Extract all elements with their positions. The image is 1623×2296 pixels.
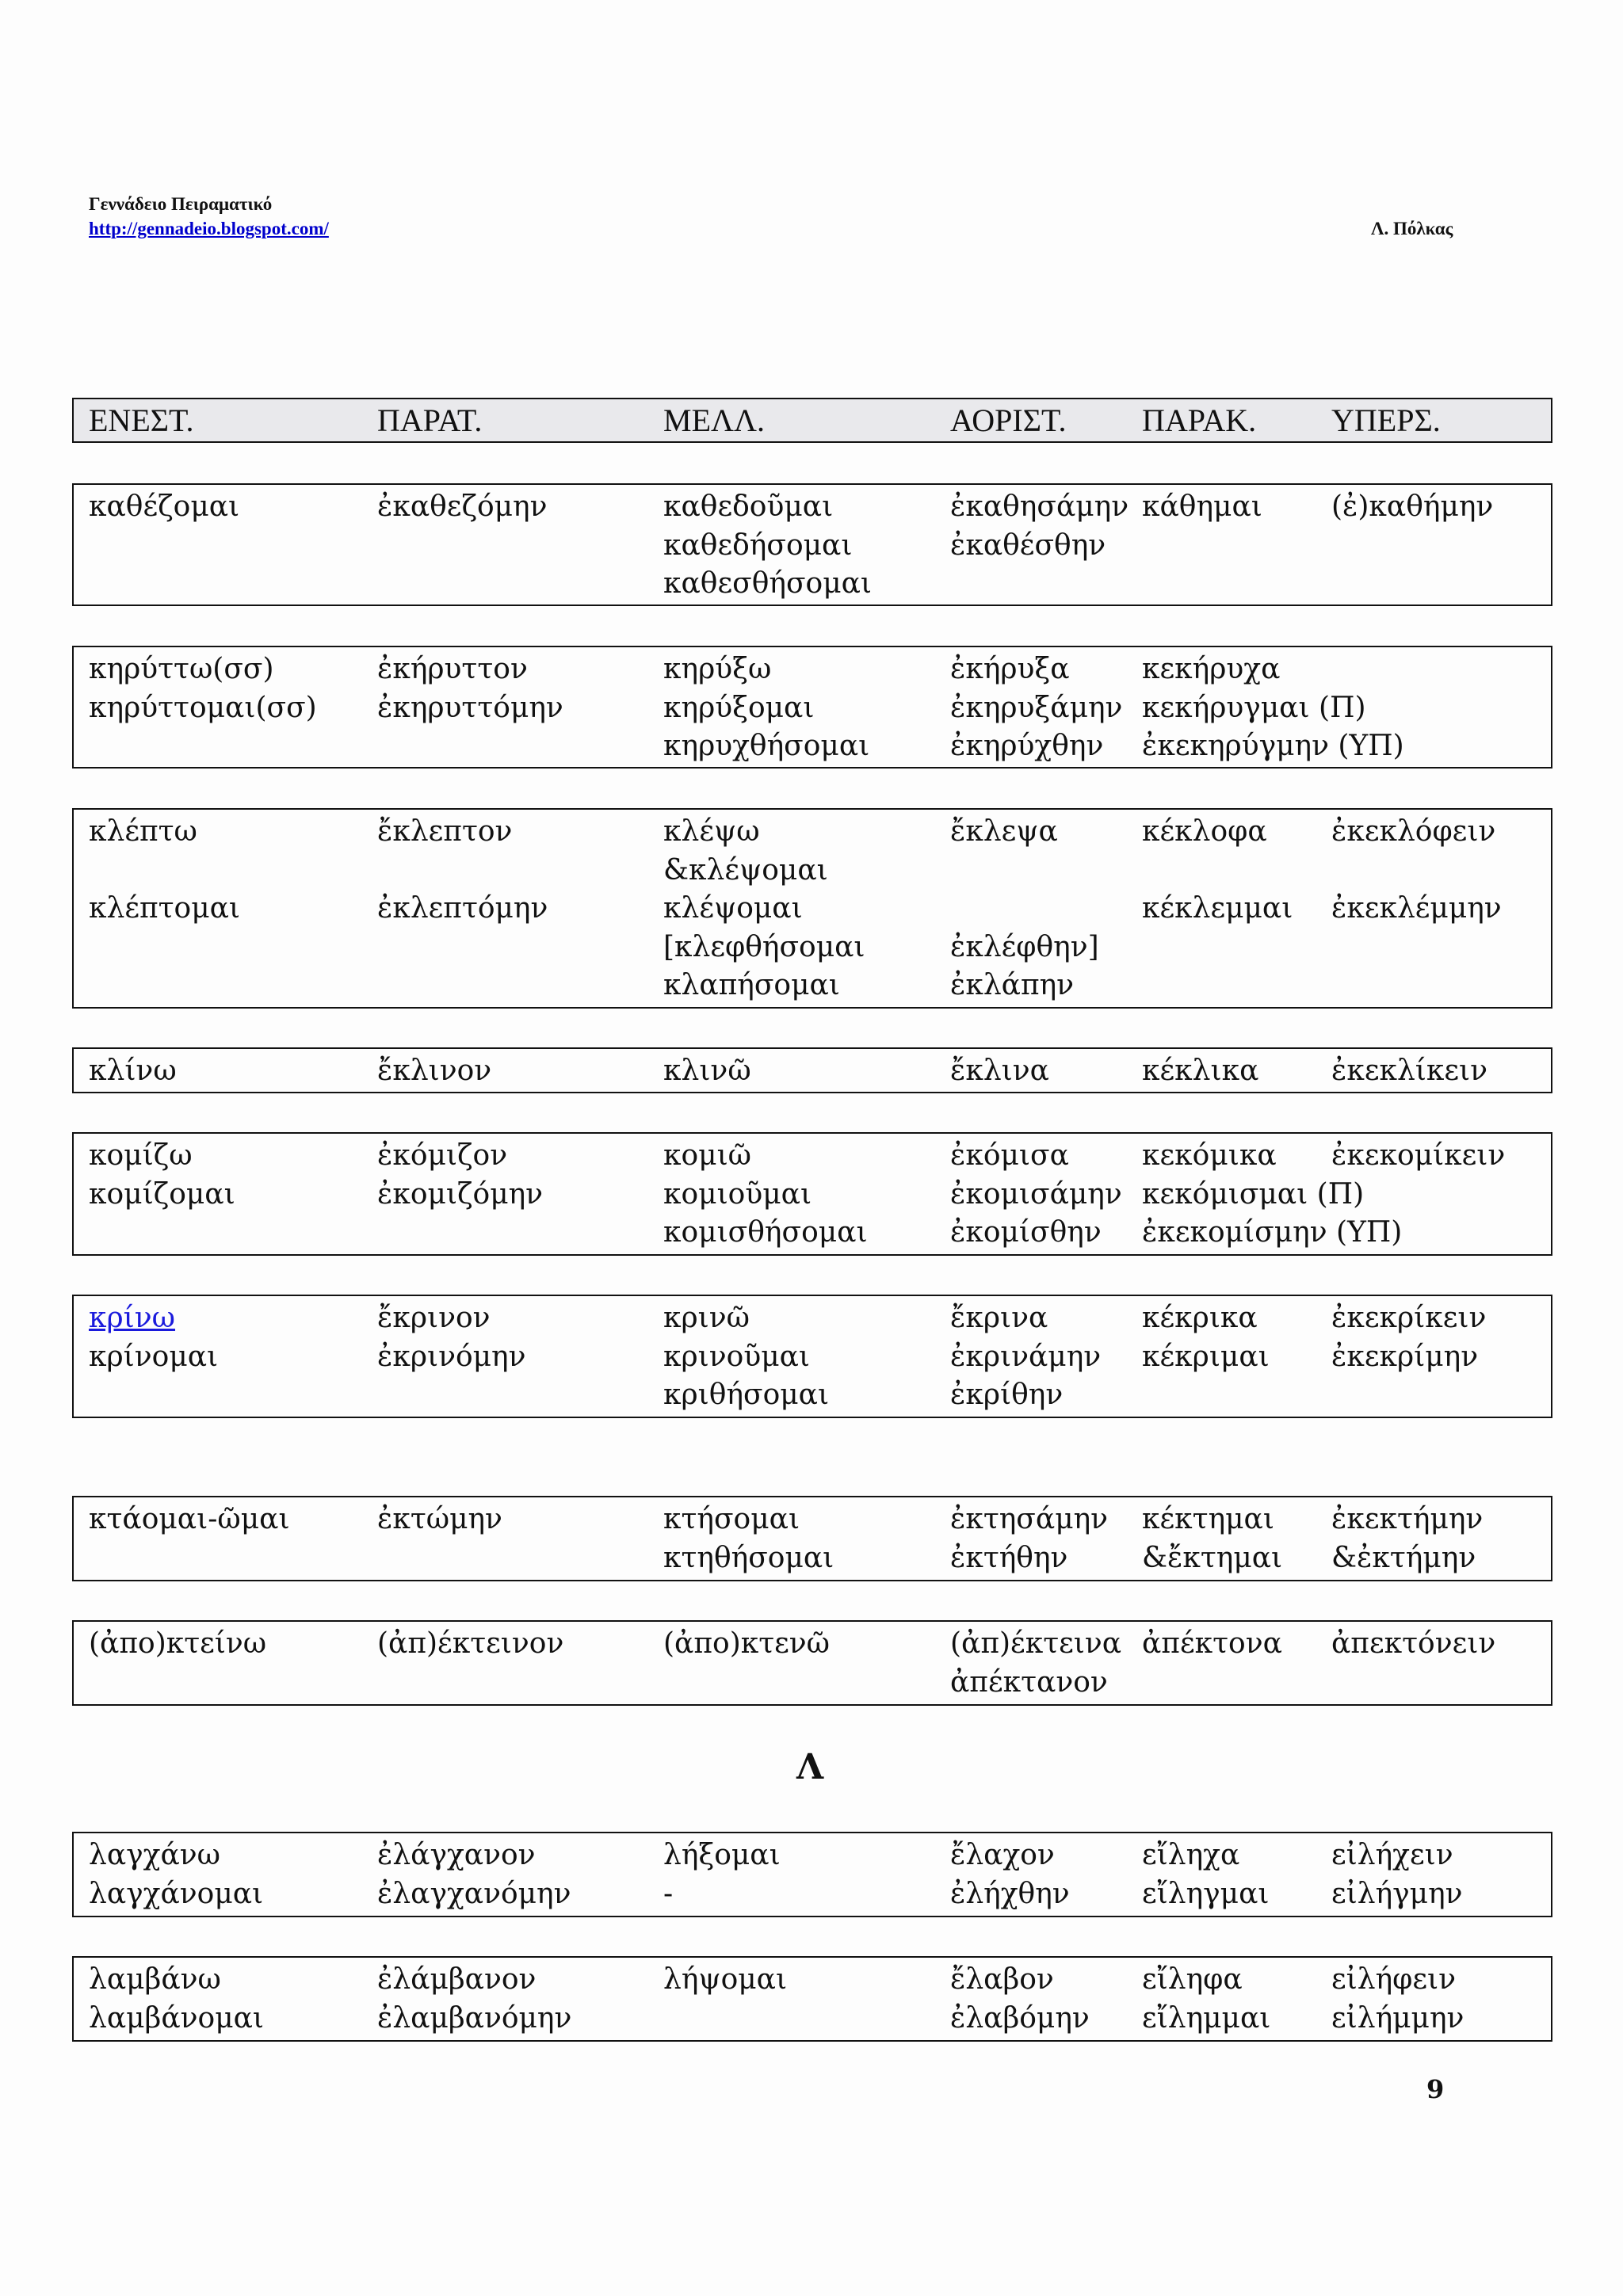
blog-link[interactable]: http://gennadeio.blogspot.com/ bbox=[89, 219, 329, 238]
future-form: [κλεφθήσομαι bbox=[663, 930, 865, 963]
verb-block bbox=[72, 483, 1552, 606]
future-form: λήψομαι bbox=[663, 1963, 788, 1996]
imperfect-form: ἐκρινόμην bbox=[377, 1340, 526, 1373]
future-form: &κλέψομαι bbox=[663, 853, 828, 887]
imperfect-form: ἐλαμβανόμην bbox=[377, 2001, 572, 2035]
future-form: κρινοῦμαι bbox=[663, 1340, 811, 1373]
aorist-form: ἐκηρύχθην bbox=[950, 730, 1104, 762]
aorist-form: ἔλαχον bbox=[950, 1839, 1055, 1871]
pluperfect-form: ἐκεκλόφειν bbox=[1331, 815, 1496, 848]
author-name: Λ. Πόλκας bbox=[1371, 219, 1453, 238]
aorist-form: ἐκτήθην bbox=[950, 1541, 1068, 1574]
future-form: καθεσθήσομαι bbox=[663, 567, 873, 600]
page-number: 9 bbox=[1426, 2074, 1445, 2104]
future-form: κτηθήσομαι bbox=[663, 1541, 834, 1574]
present-form: κλίνω bbox=[89, 1055, 177, 1087]
perfect-form: κέκτημαι bbox=[1142, 1503, 1274, 1535]
present-form: κτάομαι-ῶμαι bbox=[89, 1503, 290, 1535]
future-form: καθεδήσομαι bbox=[663, 528, 853, 562]
future-form: κρινῶ bbox=[663, 1302, 750, 1334]
aorist-form: ἔκρινα bbox=[950, 1302, 1048, 1334]
aorist-form: ἐκόμισα bbox=[950, 1139, 1069, 1172]
perfect-form: κέκλοφα bbox=[1142, 815, 1267, 848]
aorist-form: ἐκτησάμην bbox=[950, 1503, 1109, 1535]
future-form: κλαπήσομαι bbox=[663, 969, 840, 1001]
future-form: λήξομαι bbox=[663, 1839, 781, 1871]
present-form[interactable]: κρίνω bbox=[89, 1302, 176, 1334]
imperfect-form: (ἀπ)έκτεινον bbox=[377, 1627, 564, 1660]
verb-block bbox=[72, 1132, 1552, 1256]
present-form: λαγχάνομαι bbox=[89, 1877, 264, 1910]
future-form: κλέψω bbox=[663, 815, 760, 848]
present-form: λαμβάνομαι bbox=[89, 2001, 265, 2035]
present-form: κλέπτομαι bbox=[89, 892, 241, 925]
perfect-form: κεκήρυχα bbox=[1142, 653, 1281, 685]
pluperfect-form: ἐκεκομίκειν bbox=[1331, 1139, 1506, 1172]
verb-block bbox=[72, 1295, 1552, 1418]
future-form: κτήσομαι bbox=[663, 1503, 800, 1535]
imperfect-form: ἐλάμβανον bbox=[377, 1963, 537, 1996]
present-form: κομίζω bbox=[89, 1139, 193, 1172]
verb-block bbox=[72, 1047, 1552, 1093]
pluperfect-form: εἰλήφειν bbox=[1331, 1963, 1457, 1996]
verb-block bbox=[72, 808, 1552, 1009]
verb-block bbox=[72, 1956, 1552, 2042]
perfect-form: κέκλεμμαι bbox=[1142, 892, 1293, 925]
pluperfect-form: εἰλήμμην bbox=[1331, 2001, 1465, 2035]
present-form: καθέζομαι bbox=[89, 490, 240, 523]
future-form: κηρύξω bbox=[663, 653, 772, 685]
future-form: καθεδοῦμαι bbox=[663, 490, 834, 523]
perfect-form: εἴληχα bbox=[1142, 1839, 1240, 1871]
aorist-form: ἀπέκτανον bbox=[950, 1665, 1108, 1699]
future-form: κομιῶ bbox=[663, 1139, 752, 1172]
present-form: λαγχάνω bbox=[89, 1839, 221, 1871]
column-header: ΜΕΛΛ. bbox=[663, 402, 766, 438]
aorist-form: ἔκλινα bbox=[950, 1055, 1049, 1087]
imperfect-form: ἐκαθεζόμην bbox=[377, 490, 548, 523]
aorist-form: ἐκομίσθην bbox=[950, 1216, 1102, 1249]
perfect-form: κεκήρυγμαι (Π) bbox=[1142, 691, 1366, 724]
imperfect-form: ἔκλεπτον bbox=[377, 815, 513, 848]
perfect-form: εἴλημμαι bbox=[1142, 2001, 1271, 2035]
perfect-form: κέκλικα bbox=[1142, 1055, 1259, 1087]
column-header: ΠΑΡΑΤ. bbox=[377, 402, 483, 438]
pluperfect-form: ἐκεκλέμμην bbox=[1331, 892, 1502, 925]
aorist-form: ἔκλεψα bbox=[950, 815, 1058, 848]
aorist-form: ἐκήρυξα bbox=[950, 653, 1070, 685]
future-form: - bbox=[663, 1877, 674, 1910]
future-form: κλινῶ bbox=[663, 1055, 751, 1087]
perfect-form: κάθημαι bbox=[1142, 490, 1262, 523]
aorist-form: ἐκομισάμην bbox=[950, 1177, 1122, 1211]
present-form: κλέπτω bbox=[89, 815, 197, 848]
pluperfect-form: &ἐκτήμην bbox=[1331, 1541, 1476, 1574]
column-header: ΥΠΕΡΣ. bbox=[1331, 402, 1441, 438]
perfect-form: κέκρικα bbox=[1142, 1302, 1258, 1334]
perfect-form: εἴληφα bbox=[1142, 1963, 1243, 1996]
school-title: Γεννάδειο Πειραματικό bbox=[89, 194, 273, 214]
aorist-form: ἐκαθέσθην bbox=[950, 528, 1106, 562]
perfect-form: &ἔκτημαι bbox=[1142, 1541, 1283, 1574]
column-header: ΠΑΡΑΚ. bbox=[1142, 402, 1257, 438]
pluperfect-form: ἐκεκτήμην bbox=[1331, 1503, 1484, 1535]
aorist-form: ἐκλάπην bbox=[950, 969, 1075, 1001]
perfect-form: κεκόμισμαι (Π) bbox=[1142, 1177, 1365, 1211]
pluperfect-form: ἀπεκτόνειν bbox=[1331, 1627, 1496, 1660]
future-form: (ἀπο)κτενῶ bbox=[663, 1627, 831, 1660]
imperfect-form: ἐκλεπτόμην bbox=[377, 892, 548, 925]
pluperfect-form: ἐκεκλίκειν bbox=[1331, 1055, 1488, 1087]
imperfect-form: ἐκηρυττόμην bbox=[377, 691, 563, 724]
aorist-form: ἐκρίθην bbox=[950, 1379, 1064, 1411]
future-form: κριθήσομαι bbox=[663, 1379, 830, 1411]
present-form: κομίζομαι bbox=[89, 1177, 235, 1211]
imperfect-form: ἐκόμιζον bbox=[377, 1139, 508, 1172]
perfect-form: κεκόμικα bbox=[1142, 1139, 1277, 1172]
perfect-form: ἀπέκτονα bbox=[1142, 1627, 1282, 1660]
pluperfect-form: (ἐ)καθήμην bbox=[1331, 490, 1494, 523]
imperfect-form: ἐκομιζόμην bbox=[377, 1177, 544, 1211]
pluperfect-form: εἰλήγμην bbox=[1331, 1877, 1463, 1910]
imperfect-form: ἐκήρυττον bbox=[377, 653, 528, 685]
verb-block bbox=[72, 1620, 1552, 1706]
aorist-form: ἔλαβον bbox=[950, 1963, 1054, 1996]
perfect-form: ἐκεκομίσμην (ΥΠ) bbox=[1142, 1216, 1403, 1249]
present-form: κηρύττομαι(σσ) bbox=[89, 691, 317, 724]
section-letter: Λ bbox=[796, 1747, 824, 1787]
aorist-form: ἐκρινάμην bbox=[950, 1340, 1102, 1373]
imperfect-form: ἐκτώμην bbox=[377, 1503, 502, 1535]
column-header-row bbox=[72, 398, 1552, 443]
pluperfect-form: ἐκεκρίκειν bbox=[1331, 1302, 1487, 1334]
pluperfect-form: ἐκεκρίμην bbox=[1331, 1340, 1479, 1373]
present-form: (ἀπο)κτείνω bbox=[89, 1627, 267, 1660]
aorist-form: ἐκαθησάμην bbox=[950, 490, 1129, 523]
pluperfect-form: εἰλήχειν bbox=[1331, 1839, 1453, 1871]
present-form: κρίνομαι bbox=[89, 1340, 219, 1373]
imperfect-form: ἐλαγχανόμην bbox=[377, 1877, 571, 1910]
future-form: κομιοῦμαι bbox=[663, 1177, 812, 1211]
aorist-form: (ἀπ)έκτεινα bbox=[950, 1627, 1122, 1660]
column-header: ΑΟΡΙΣΤ. bbox=[950, 402, 1067, 438]
present-form: λαμβάνω bbox=[89, 1963, 221, 1996]
verb-block bbox=[72, 646, 1552, 769]
imperfect-form: ἔκρινον bbox=[377, 1302, 491, 1334]
aorist-form: ἐλαβόμην bbox=[950, 2001, 1090, 2035]
perfect-form: ἐκεκηρύγμην (ΥΠ) bbox=[1142, 730, 1404, 762]
aorist-form: ἐλήχθην bbox=[950, 1877, 1070, 1910]
column-header: ΕΝΕΣΤ. bbox=[89, 402, 194, 438]
imperfect-form: ἔκλινον bbox=[377, 1055, 492, 1087]
perfect-form: κέκριμαι bbox=[1142, 1340, 1270, 1373]
imperfect-form: ἐλάγχανον bbox=[377, 1839, 536, 1871]
verb-block bbox=[72, 1832, 1552, 1917]
aorist-form: ἐκηρυξάμην bbox=[950, 691, 1123, 724]
verb-block bbox=[72, 1496, 1552, 1581]
future-form: κηρυχθήσομαι bbox=[663, 730, 870, 762]
aorist-form: ἐκλέφθην] bbox=[950, 930, 1099, 963]
present-form: κηρύττω(σσ) bbox=[89, 653, 274, 685]
future-form: κλέψομαι bbox=[663, 892, 803, 925]
future-form: κηρύξομαι bbox=[663, 691, 815, 724]
perfect-form: εἴληγμαι bbox=[1142, 1877, 1270, 1910]
future-form: κομισθήσομαι bbox=[663, 1216, 868, 1249]
